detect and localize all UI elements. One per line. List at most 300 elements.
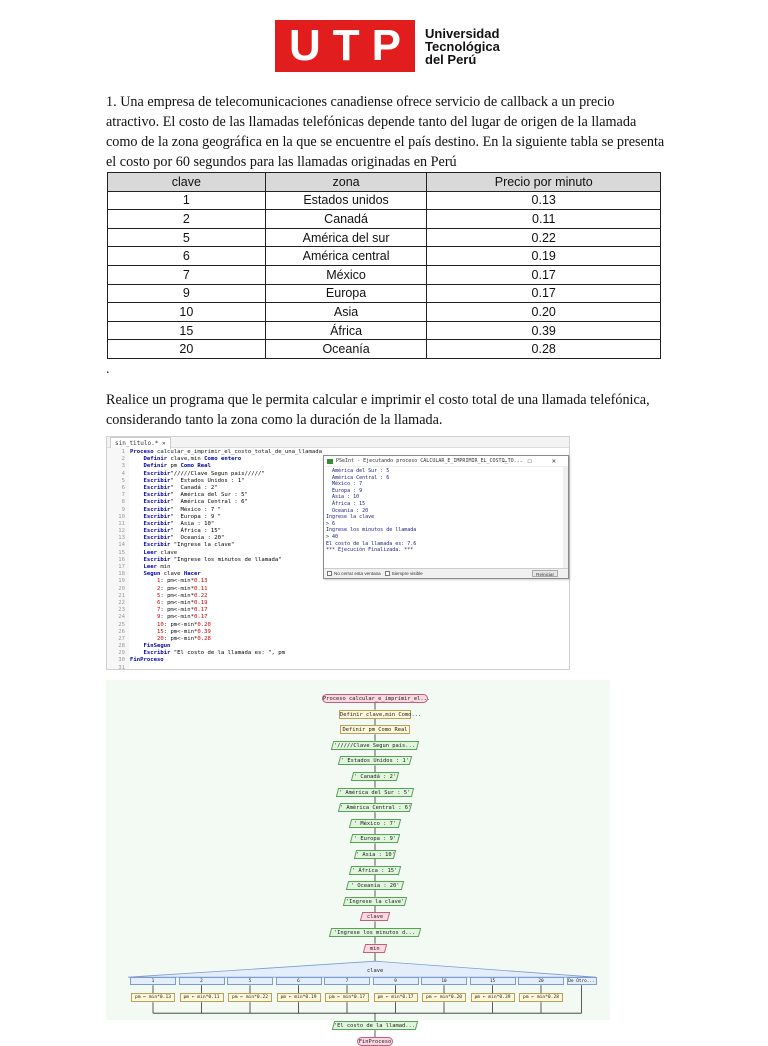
code-listing <box>107 449 322 672</box>
output-line: Asia : 10 <box>326 494 360 501</box>
university-name-line-1: Universidad <box>425 25 500 41</box>
flow-assign-label: pm ← min*0.39 <box>474 995 511 1001</box>
code-line <box>107 542 322 549</box>
editor-tabbar <box>107 437 569 448</box>
code-token: " Oceanía : 20" <box>170 535 225 542</box>
header-clave: clave <box>108 173 266 192</box>
cell-clave: 6 <box>108 247 266 266</box>
flow-output <box>351 772 399 781</box>
code-token <box>130 564 143 570</box>
code-token <box>130 485 143 491</box>
line-number: 22 <box>118 599 125 606</box>
cell-clave: 7 <box>108 265 266 284</box>
output-line: América Central : 6 <box>326 474 390 481</box>
code-token: : pm<-min* <box>160 585 195 592</box>
flow-block-label: Definir pm Como Real <box>342 727 408 734</box>
code-token: clave,min <box>170 456 205 463</box>
line-number: 27 <box>118 635 125 642</box>
no-close-label: No cerrar esta ventana <box>334 571 381 576</box>
flow-block-label: ' Europa : 9' <box>353 836 396 843</box>
code-token <box>130 600 157 606</box>
code-token: Escribir <box>143 528 171 535</box>
code-line <box>107 478 322 485</box>
code-token <box>130 614 157 620</box>
code-token <box>130 571 143 577</box>
table-body <box>108 191 661 358</box>
rates-table <box>107 172 661 359</box>
code-token: clave <box>160 549 178 556</box>
line-number: 3 <box>121 463 125 470</box>
stray-dot: . <box>106 362 110 377</box>
line-number: 11 <box>118 520 125 527</box>
editor-tab-label: sin_titulo.* <box>115 440 159 447</box>
line-number: 18 <box>118 571 125 578</box>
flow-block-label: ' México : 7' <box>353 820 396 827</box>
code-token: " América del Sur : 5" <box>170 492 248 499</box>
code-token: 20 <box>156 635 164 642</box>
code-token: 2 <box>156 585 161 592</box>
flow-output <box>338 803 412 812</box>
code-token: 6 <box>156 599 161 606</box>
output-line: Ingrese la clave <box>326 514 375 521</box>
flow-assign-label: pm ← min*0.28 <box>523 995 559 1001</box>
output-line: > 40 <box>326 533 339 540</box>
code-token <box>130 463 143 469</box>
code-token: Escribir <box>143 484 171 491</box>
code-token <box>130 492 143 498</box>
code-token: Proceso <box>130 449 157 455</box>
output-line: América del Sur : 5 <box>326 468 390 474</box>
code-token: clave <box>163 571 184 578</box>
cell-zona: Oceanía <box>265 340 427 359</box>
line-number: 29 <box>118 650 125 657</box>
code-token <box>130 499 143 505</box>
code-token: Escribir <box>143 542 174 549</box>
cell-zona: Asia <box>265 303 427 322</box>
execution-window-titlebar <box>324 456 568 467</box>
line-number: 17 <box>118 564 125 570</box>
code-token: FinProceso <box>130 657 164 664</box>
code-token: Escribir <box>143 556 174 563</box>
cell-zona: México <box>265 265 427 284</box>
cell-clave: 2 <box>108 210 266 229</box>
code-token: Definir <box>143 456 171 463</box>
cell-zona: América del sur <box>265 228 427 247</box>
line-number: 31 <box>118 664 125 671</box>
university-name <box>425 27 500 66</box>
code-token: "/////Clave Segun pais/////" <box>170 470 265 477</box>
output-line: Ingrese los minutos de llamada <box>326 527 417 534</box>
flow-block-label: min <box>369 945 380 952</box>
flow-output <box>338 756 412 765</box>
code-line <box>107 521 322 528</box>
flow-end-label: FinProceso <box>358 1039 392 1046</box>
code-token <box>130 607 157 613</box>
code-token: Escribir <box>143 513 171 520</box>
code-token: FinSegun <box>143 643 171 650</box>
flow-assign <box>374 993 418 1002</box>
code-token: 0.11 <box>194 585 208 592</box>
flow-output-label: 'El costo de la llamad... <box>334 1023 416 1030</box>
flow-input <box>363 944 387 953</box>
code-token: Escribir <box>143 506 171 513</box>
code-line <box>107 614 322 621</box>
switch-case-label: De Otro... <box>568 979 595 985</box>
pseint-icon <box>327 459 333 464</box>
flow-assign <box>180 993 224 1002</box>
code-token: : pm<-min* <box>160 607 195 614</box>
switch-case-label: 1 <box>130 977 176 985</box>
code-token: " Asia : 10" <box>170 520 215 527</box>
code-line <box>107 550 322 557</box>
code-token: 0.28 <box>197 635 211 642</box>
code-line <box>107 499 322 506</box>
code-token: min <box>160 564 171 570</box>
table-header-row <box>108 173 661 192</box>
code-token: Escribir <box>143 650 174 657</box>
university-name-line-2: Tecnológica <box>425 38 500 54</box>
code-line <box>107 657 322 664</box>
code-token: " Estados Unidos : 1" <box>170 477 245 484</box>
utp-logo-mark <box>275 20 415 72</box>
line-number: 6 <box>121 484 125 491</box>
flow-output <box>349 819 401 828</box>
flow-assign <box>131 993 175 1002</box>
close-icon: ✕ <box>161 440 166 447</box>
code-token: Segun <box>143 571 164 578</box>
always-visible-checkbox <box>385 571 390 576</box>
code-token <box>130 507 143 513</box>
switch-case-label: 9 <box>373 977 419 985</box>
code-line <box>107 643 322 650</box>
code-line <box>107 629 322 636</box>
always-visible-label: Siempre visible <box>391 571 423 576</box>
code-line <box>107 607 322 614</box>
code-token: Leer <box>143 549 161 556</box>
code-token <box>130 535 143 541</box>
code-token: Hacer <box>183 571 201 578</box>
line-number: 1 <box>121 449 125 455</box>
code-token <box>130 528 143 534</box>
code-token: " México : 7 " <box>170 506 221 513</box>
code-token: : pm<-min* <box>160 614 195 621</box>
cell-zona: Europa <box>265 284 427 303</box>
code-token <box>130 578 157 584</box>
flow-output <box>343 897 407 906</box>
code-token <box>130 550 143 556</box>
code-token <box>130 557 143 563</box>
code-token: "Ingrese la clave" <box>173 542 235 549</box>
header-zona: zona <box>265 173 427 192</box>
line-number: 24 <box>118 614 125 621</box>
table-row <box>108 303 661 322</box>
line-number: 30 <box>118 657 125 664</box>
code-token: " África : 15" <box>170 528 221 535</box>
switch-label: clave <box>367 968 384 975</box>
flow-output <box>350 834 400 843</box>
code-token: Escribir <box>143 477 171 484</box>
cell-zona: Canadá <box>265 210 427 229</box>
code-line <box>107 636 322 643</box>
code-token: Como entero <box>204 456 242 463</box>
code-token: Definir <box>143 463 171 470</box>
code-token <box>130 471 143 477</box>
line-number: 14 <box>118 542 125 549</box>
code-token: : pm<-min* <box>163 635 198 642</box>
line-number: 13 <box>118 535 125 542</box>
flow-block-label: ' América del Sur : 5' <box>339 789 411 796</box>
flow-block-label: ' Asia : 10' <box>355 852 395 858</box>
code-token: calcular_e_imprimir_el_costo_total_de_una_llamada <box>156 449 322 455</box>
flow-assign <box>519 993 563 1002</box>
code-token: " Canadá : 2" <box>170 484 218 491</box>
cell-precio: 0.17 <box>427 265 661 284</box>
flow-process <box>339 710 422 719</box>
flow-assign-label: pm ← min*0.22 <box>232 995 268 1001</box>
code-token: Escribir <box>143 492 171 499</box>
utp-logo <box>275 20 500 72</box>
code-line <box>107 586 322 593</box>
code-line <box>107 471 322 478</box>
line-number: 9 <box>121 506 125 513</box>
code-token <box>130 586 157 592</box>
code-line <box>107 449 322 456</box>
output-line: África : 15 <box>326 500 366 507</box>
flow-output <box>331 741 419 750</box>
code-token: " América Central : 6" <box>170 499 248 506</box>
flow-assign-label: pm ← min*0.19 <box>280 995 317 1001</box>
flow-block-label: ' América Central : 6' <box>339 805 412 812</box>
flow-block-label: 'Ingrese los minutos d... <box>334 930 416 936</box>
flow-assign <box>325 993 369 1002</box>
logo-letter-u: U <box>288 21 321 70</box>
flow-assign <box>277 993 321 1002</box>
code-token <box>130 521 143 527</box>
code-line <box>107 600 322 607</box>
code-token: Leer <box>143 564 161 570</box>
code-token: "Ingrese los minutos de llamada" <box>173 556 282 563</box>
cell-precio: 0.22 <box>427 228 661 247</box>
table-row <box>108 247 661 266</box>
code-token <box>130 636 157 642</box>
table-row <box>108 228 661 247</box>
line-number: 10 <box>118 513 125 520</box>
code-token: : pm<-min* <box>160 599 195 606</box>
code-line <box>107 456 322 463</box>
switch-case-label: 2 <box>179 977 225 985</box>
flow-block-label: clave <box>366 914 383 921</box>
code-token <box>130 456 143 462</box>
code-token: 0.13 <box>194 578 208 585</box>
flow-output <box>329 928 421 937</box>
cell-clave: 9 <box>108 284 266 303</box>
table-row <box>108 265 661 284</box>
cell-precio: 0.11 <box>427 210 661 229</box>
flow-terminal <box>322 694 431 703</box>
line-number: 25 <box>118 621 125 628</box>
code-token: 0.17 <box>194 614 208 621</box>
execution-footer <box>324 568 568 578</box>
line-number: 7 <box>121 492 125 499</box>
output-line: *** Ejecución Finalizada. *** <box>326 547 414 554</box>
cell-clave: 10 <box>108 303 266 322</box>
flow-assign-label: pm ← min*0.11 <box>183 995 220 1001</box>
cell-precio: 0.20 <box>427 303 661 322</box>
code-token: Escribir <box>143 535 171 542</box>
output-line: El costo de la llamada es: 7.6 <box>326 540 417 547</box>
switch-case-label: 5 <box>227 977 273 985</box>
output-line: > 6 <box>326 520 336 527</box>
flowchart <box>106 680 610 1046</box>
flow-block-label: Definir clave,min Como... <box>340 711 422 718</box>
cell-precio: 0.28 <box>427 340 661 359</box>
code-line <box>107 564 322 571</box>
line-number: 4 <box>121 470 125 477</box>
flow-process <box>340 725 410 734</box>
code-line <box>107 463 322 470</box>
flow-output <box>336 788 414 797</box>
code-token: Como Real <box>180 463 211 470</box>
flow-assign-label: pm ← min*0.17 <box>329 995 365 1001</box>
code-token <box>130 514 143 520</box>
line-number: 28 <box>118 643 125 650</box>
flow-output <box>332 1021 418 1030</box>
code-token: : pm<-min* <box>163 621 198 628</box>
output-line: México : 7 <box>326 481 363 488</box>
flow-output <box>354 850 396 859</box>
code-line <box>107 593 322 600</box>
output-line: Oceanía : 20 <box>326 507 369 514</box>
execution-output <box>326 468 416 554</box>
cell-precio: 0.39 <box>427 321 661 340</box>
code-token: : pm<-min* <box>160 578 195 585</box>
output-scrollbar <box>563 467 568 568</box>
code-token: 0.22 <box>194 592 208 599</box>
code-token: : pm<-min* <box>160 592 195 599</box>
flow-block-label: '/////Clave Segun pais... <box>334 742 416 749</box>
code-line <box>107 622 322 629</box>
table-row <box>108 321 661 340</box>
code-token <box>130 629 157 635</box>
code-line <box>107 578 322 585</box>
cell-clave: 20 <box>108 340 266 359</box>
no-close-checkbox <box>327 571 332 576</box>
table-row <box>108 284 661 303</box>
line-number: 23 <box>118 607 125 614</box>
output-line: Europa : 9 <box>326 487 363 494</box>
code-token: 5 <box>156 592 161 599</box>
code-line <box>107 650 322 657</box>
problem-statement: 1. Una empresa de telecomunicaciones canadiense ofrece servicio de callback a un precio atractivo. El costo de las llamadas telefónicas depende tanto del lugar de origen de la llamada como de la zona geográfica en la que se encuentre el país destino. En la siguiente tabla se presenta el costo por 60 segundos para las llamadas originadas en Perú <box>106 94 665 170</box>
line-number: 2 <box>121 456 125 463</box>
logo-letter-t: T <box>332 21 360 70</box>
line-number: 26 <box>118 628 125 635</box>
line-number: 15 <box>118 549 125 556</box>
code-token <box>130 622 157 628</box>
code-token: Escribir <box>143 520 171 527</box>
code-token <box>130 593 157 599</box>
switch-shape <box>128 961 596 977</box>
code-token: 9 <box>156 614 161 621</box>
flow-block-label: ' Estados Unidos : 1' <box>340 758 409 765</box>
switch-case-label: 6 <box>276 977 322 985</box>
task-prompt: Realice un programa que le permita calcular e imprimir el costo total de una llamada telefónica, considerando tanto la zona como la duración de la llamada. <box>106 392 650 428</box>
code-token: Escribir <box>143 470 171 477</box>
code-line <box>107 571 322 578</box>
line-number: 21 <box>118 592 125 599</box>
code-token: : pm<-min* <box>163 628 198 635</box>
code-token: 0.19 <box>194 599 208 606</box>
code-line <box>107 507 322 514</box>
code-token: 0.39 <box>197 628 211 635</box>
code-line <box>107 514 322 521</box>
table-row <box>108 210 661 229</box>
execution-window <box>323 455 569 579</box>
switch-case-label: 10 <box>421 977 467 985</box>
flow-block-label: ' Canadá : 2' <box>353 774 396 780</box>
flow-block-label: ' Oceanía : 20' <box>350 883 400 890</box>
code-token: 1 <box>156 578 161 585</box>
line-number: 19 <box>118 578 125 585</box>
cell-zona: África <box>265 321 427 340</box>
code-token: " Europa : 9 " <box>170 513 221 520</box>
code-line <box>107 665 322 672</box>
code-line <box>107 557 322 564</box>
flow-block-label: 'Ingrese la clave' <box>345 898 405 905</box>
flow-output <box>346 881 404 890</box>
flow-input <box>360 912 390 921</box>
code-token <box>130 478 143 484</box>
code-token: 7 <box>156 607 161 614</box>
flow-assign-label: pm ← min*0.17 <box>377 995 414 1001</box>
line-number: 12 <box>118 528 125 535</box>
flow-assign <box>471 993 515 1002</box>
switch-case-label: 7 <box>324 977 370 985</box>
code-token <box>130 643 143 649</box>
window-controls: — ☐ ✕ <box>502 457 564 465</box>
table-row <box>108 340 661 359</box>
cell-clave: 5 <box>108 228 266 247</box>
line-number: 5 <box>121 477 125 484</box>
code-token <box>130 650 143 656</box>
flow-assign-label: pm ← min*0.20 <box>426 995 462 1001</box>
flow-assign-label: pm ← min*0.13 <box>135 995 171 1001</box>
code-line <box>107 535 322 542</box>
code-token <box>130 542 143 548</box>
flow-assign <box>228 993 272 1002</box>
line-number: 20 <box>118 585 125 592</box>
code-token: 0.20 <box>197 621 211 628</box>
code-token: 10 <box>156 621 164 628</box>
cell-zona: América central <box>265 247 427 266</box>
cell-zona: Estados unidos <box>265 191 427 210</box>
cell-clave: 1 <box>108 191 266 210</box>
logo-letter-p: P <box>371 21 401 70</box>
flow-block-label: ' África : 15' <box>352 867 398 874</box>
university-name-line-3: del Perú <box>425 51 477 67</box>
header-precio: Precio por minuto <box>427 173 661 192</box>
code-token: Escribir <box>143 499 171 506</box>
execution-window-title: PSeInt - Ejecutando proceso CALCULAR_E_IMPRIMIR_EL_COSTO_TO... <box>336 458 523 464</box>
flow-output <box>349 866 401 875</box>
cell-clave: 15 <box>108 321 266 340</box>
table-row <box>108 191 661 210</box>
line-number: 16 <box>118 556 125 563</box>
code-token: 0.17 <box>194 607 208 614</box>
restart-button: Reiniciar <box>532 570 558 577</box>
switch-case-label: 15 <box>470 977 516 985</box>
cell-precio: 0.13 <box>427 191 661 210</box>
